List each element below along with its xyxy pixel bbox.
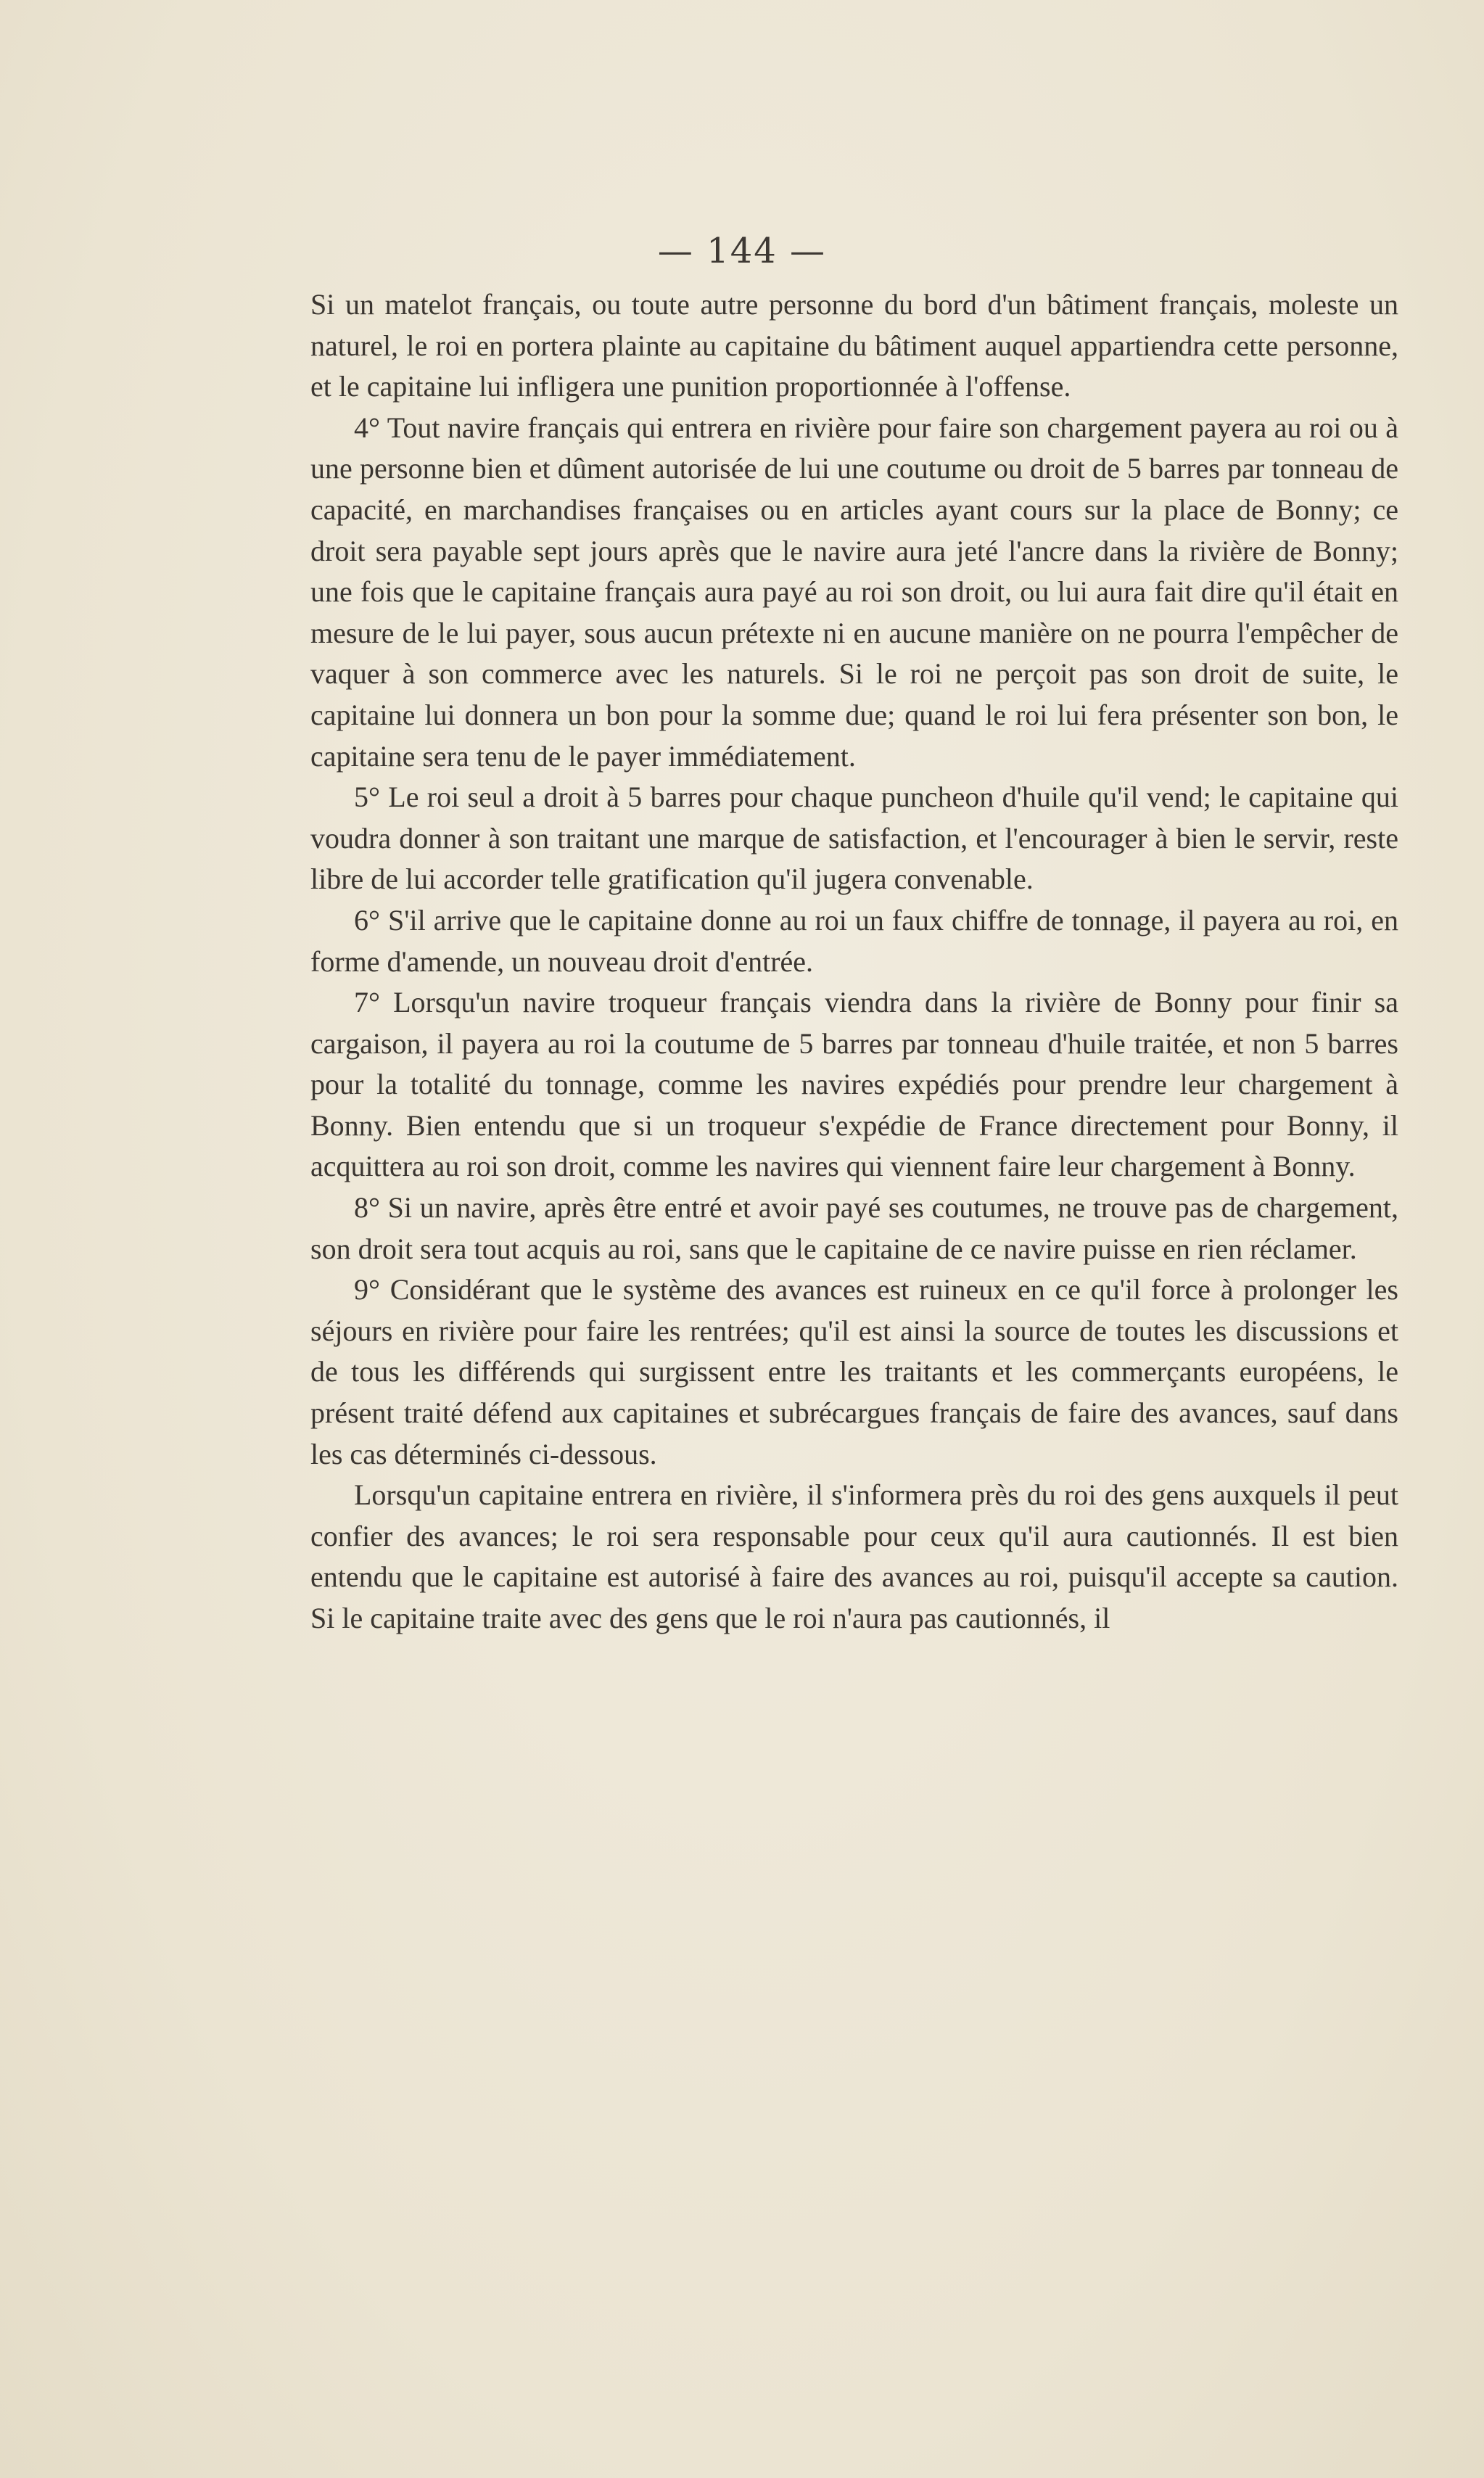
paragraph-article-9: 9° Considérant que le système des avances est ruineux en ce qu'il force à prolonger les séjours en rivière pour faire les rentrées; qu'il est ainsi la source de toutes les discussions et de tous les différends qui surgissent entre les traitants et les commerçants européens, le présent traité défend aux capitaines et subrécargues français de faire des avances, sauf dans les cas déterminés ci-dessous. [310, 1273, 1398, 1470]
paragraph-continuation: Si un matelot français, ou toute autre personne du bord d'un bâtiment français, moleste un naturel, le roi en portera plainte au capitaine du bâtiment auquel appartiendra cette personne, et le capitaine lui infligera une punition proportionnée à l'offense. [310, 288, 1398, 403]
paragraph-article-8: 8° Si un navire, après être entré et avoir payé ses coutumes, ne trouve pas de chargement, son droit sera tout acquis au roi, sans que le capitaine de ce navire puisse en rien réclamer. [310, 1191, 1398, 1265]
paragraph-article-5: 5° Le roi seul a droit à 5 barres pour chaque puncheon d'huile qu'il vend; le capitaine qui voudra donner à son traitant une marque de satisfaction, et l'encourager à bien le servir, reste libre de lui accorder telle gratification qu'il jugera convenable. [310, 781, 1398, 896]
paragraph-article-6: 6° S'il arrive que le capitaine donne au roi un faux chiffre de tonnage, il payera au roi, en forme d'amende, un nouveau droit d'entrée. [310, 903, 1398, 978]
page-number: — 144 — [657, 231, 827, 271]
paragraph-article-7: 7° Lorsqu'un navire troqueur français viendra dans la rivière de Bonny pour finir sa cargaison, il payera au roi la coutume de 5 barres par tonneau d'huile traitée, et non 5 barres pour la totalité du tonnage, comme les navires expédiés pour prendre leur chargement à Bonny. Bien entendu que si un troqueur s'expédie de France directement pour Bonny, il acquittera au roi son droit, comme les navires qui viennent faire leur chargement à Bonny. [310, 986, 1398, 1183]
paragraph-article-4: 4° Tout navire français qui entrera en rivière pour faire son chargement payera au roi ou à une personne bien et dûment autorisée de lui une coutume ou droit de 5 barres par tonneau de capacité, en marchandises françaises ou en articles ayant cours sur la place de Bonny; ce droit sera payable sept jours après que le navire aura jeté l'ancre dans la rivière de Bonny; une fois que le capitaine français aura payé au roi son droit, ou lui aura fait dire qu'il était en mesure de le lui payer, sous aucun prétexte ni en aucune manière on ne pourra l'empêcher de vaquer à son commerce avec les naturels. Si le roi ne perçoit pas son droit de suite, le capitaine lui donnera un bon pour la somme due; quand le roi lui fera présenter son bon, le capitaine sera tenu de le payer immédiatement. [310, 411, 1398, 773]
paragraph-advances: Lorsqu'un capitaine entrera en rivière, il s'informera près du roi des gens auxquels il peut confier des avances; le roi sera responsable pour ceux qu'il aura cautionnés. Il est bien entendu que le capitaine est autorisé à faire des avances au roi, puisqu'il accepte sa caution. Si le capitaine traite avec des gens que le roi n'aura pas cautionnés, il [310, 1478, 1398, 1634]
page-body-text [310, 284, 1398, 1639]
